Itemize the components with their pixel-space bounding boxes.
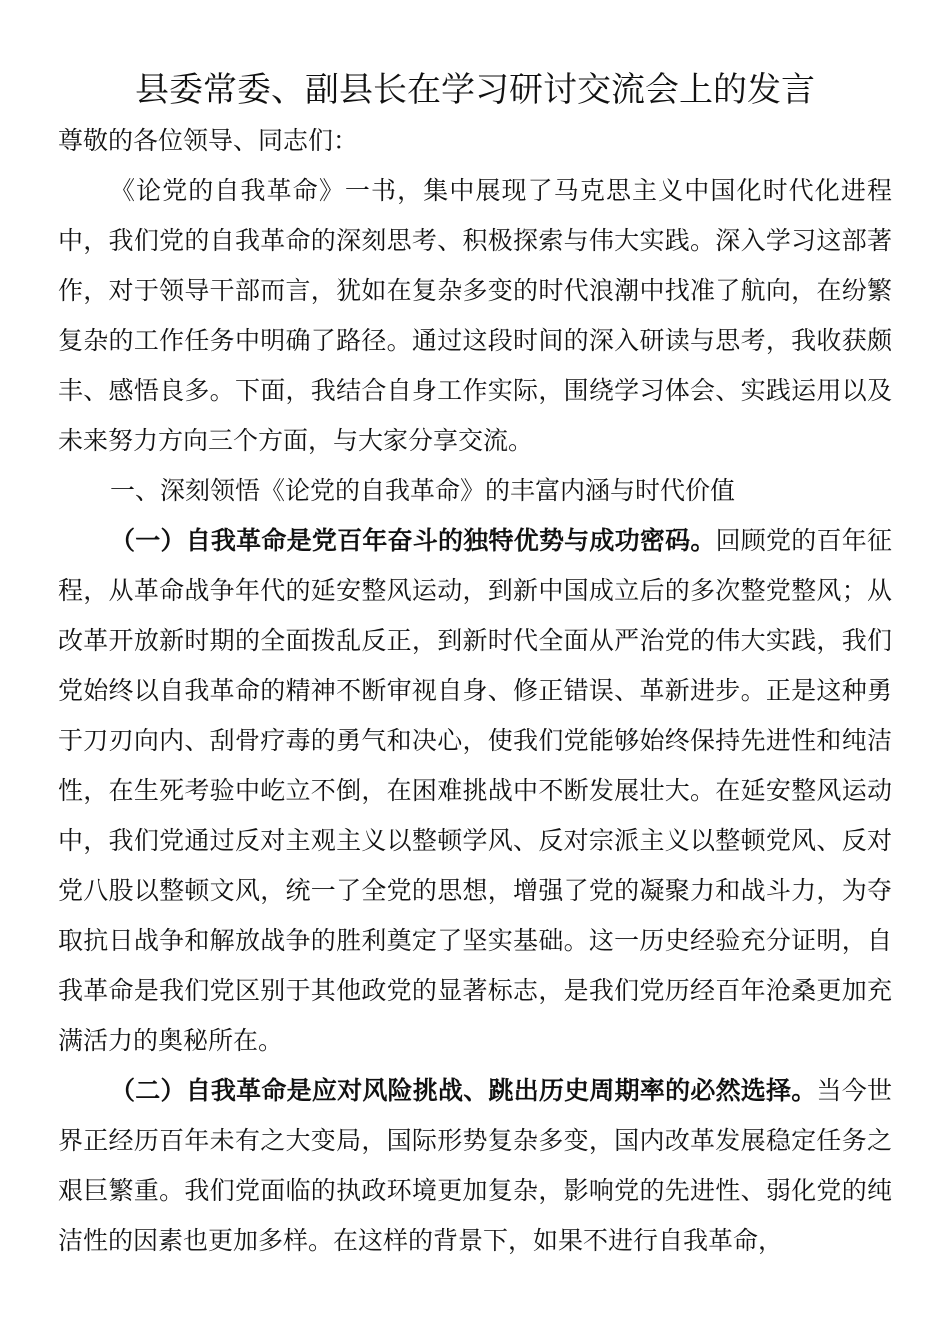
section-heading-1: 一、深刻领悟《论党的自我革命》的丰富内涵与时代价值 — [110, 476, 736, 505]
document-title: 县委常委、副县长在学习研讨交流会上的发言 — [135, 70, 815, 110]
point-1-lead: （一）自我革命是党百年奋斗的独特优势与成功密码。 — [110, 526, 716, 555]
point-2-lead: （二）自我革命是应对风险挑战、跳出历史周期率的必然选择。 — [110, 1076, 817, 1105]
point-2-paragraph — [58, 1066, 892, 1266]
salutation: 尊敬的各位领导、同志们： — [58, 126, 359, 155]
point-2-body: 当今世界正经历百年未有之大变局，国际形势复杂多变，国内改革发展稳定任务之艰巨繁重。我们党面临的执政环境更加复杂，影响党的先进性、弱化党的纯洁性的因素也更加多样。在这样的背景下，如果不进行自我革命， — [58, 1076, 892, 1255]
intro-paragraph: 《论党的自我革命》一书，集中展现了马克思主义中国化时代化进程中，我们党的自我革命的深刻思考、积极探索与伟大实践。深入学习这部著作，对于领导干部而言，犹如在复杂多变的时代浪潮中找准了航向，在纷繁复杂的工作任务中明确了路径。通过这段时间的深入研读与思考，我收获颇丰、感悟良多。下面，我结合自身工作实际，围绕学习体会、实践运用以及未来努力方向三个方面，与大家分享交流。 — [58, 176, 892, 455]
point-1-paragraph — [58, 516, 892, 1066]
point-1-body: 回顾党的百年征程，从革命战争年代的延安整风运动，到新中国成立后的多次整党整风；从改革开放新时期的全面拨乱反正，到新时代全面从严治党的伟大实践，我们党始终以自我革命的精神不断审视自身、修正错误、革新进步。正是这种勇于刀刃向内、刮骨疗毒的勇气和决心，使我们党能够始终保持先进性和纯洁性，在生死考验中屹立不倒，在困难挑战中不断发展壮大。在延安整风运动中，我们党通过反对主观主义以整顿学风、反对宗派主义以整顿党风、反对党八股以整顿文风，统一了全党的思想，增强了党的凝聚力和战斗力，为夺取抗日战争和解放战争的胜利奠定了坚实基础。这一历史经验充分证明，自我革命是我们党区别于其他政党的显著标志，是我们党历经百年沧桑更加充满活力的奥秘所在。 — [58, 526, 892, 1055]
